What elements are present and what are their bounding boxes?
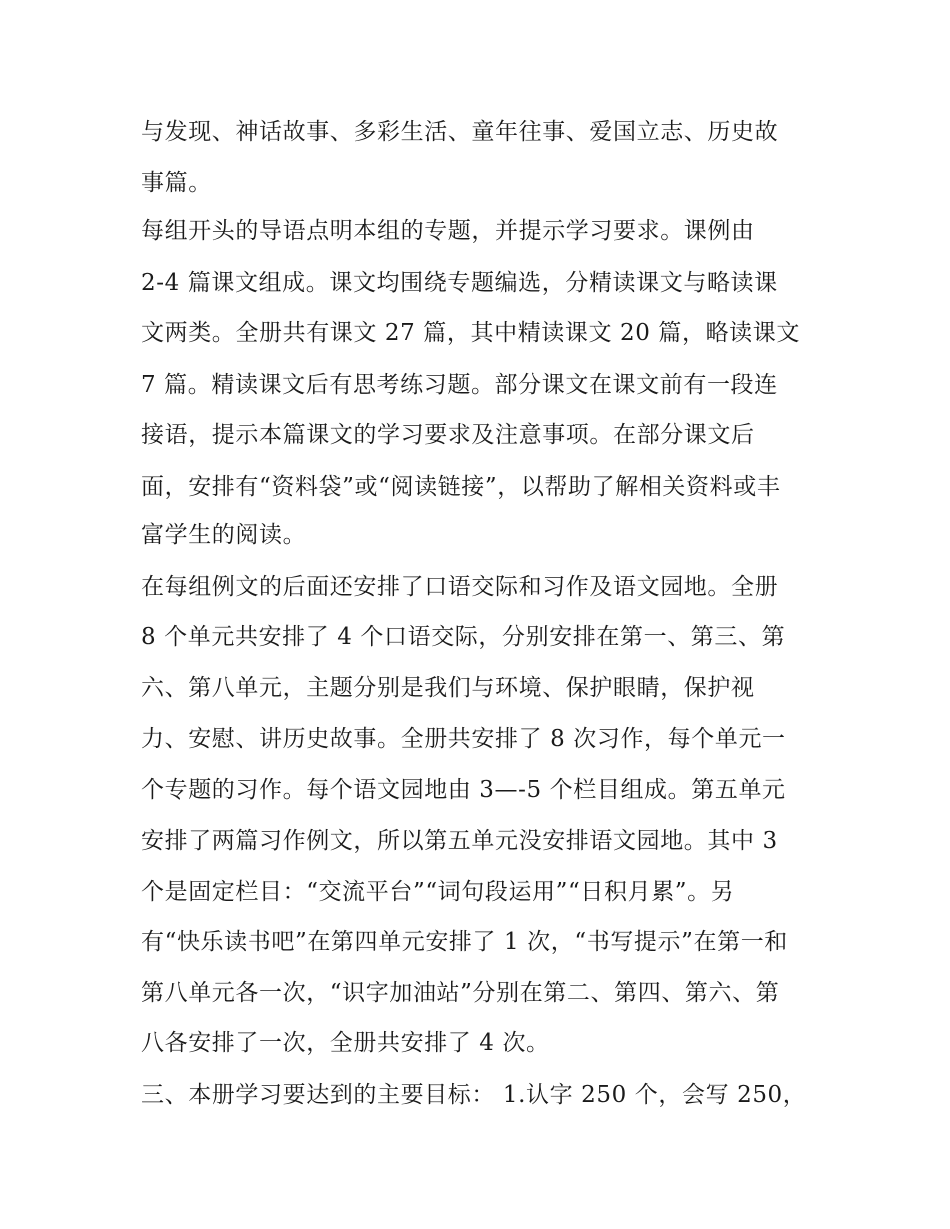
text-line: 与发现、神话故事、多彩生活、童年往事、爱国立志、历史故 (141, 119, 779, 145)
text-line: 安排了两篇习作例文，所以第五单元没安排语文园地。其中 3 (141, 828, 778, 854)
text-line: 文两类。全册共有课文 27 篇，其中精读课文 20 篇，略读课文 (141, 320, 800, 346)
text-line: 在每组例文的后面还安排了口语交际和习作及语文园地。全册 (141, 574, 779, 600)
text-line: 接语，提示本篇课文的学习要求及注意事项。在部分课文后 (141, 422, 755, 448)
text-line: 三、本册学习要达到的主要目标： 1.认字 250 个，会写 250， (141, 1082, 807, 1108)
text-line: 7 篇。精读课文后有思考练习题。部分课文在课文前有一段连 (141, 372, 778, 398)
text-line: 有“快乐读书吧”在第四单元安排了 1 次，“书写提示”在第一和 (141, 929, 788, 955)
text-line: 六、第八单元，主题分别是我们与环境、保护眼睛，保护视 (141, 675, 755, 701)
text-line: 富学生的阅读。 (141, 522, 307, 548)
text-line: 事篇。 (141, 170, 212, 196)
text-line: 八各安排了一次，全册共安排了 4 次。 (141, 1030, 550, 1056)
text-line: 个是固定栏目：“交流平台”“词句段运用”“日积月累”。另 (141, 879, 735, 905)
text-line: 每组开头的导语点明本组的专题，并提示学习要求。课例由 (141, 218, 755, 244)
text-line: 8 个单元共安排了 4 个口语交际，分别安排在第一、第三、第 (141, 624, 786, 650)
text-line: 第八单元各一次，“识字加油站”分别在第二、第四、第六、第 (141, 980, 780, 1006)
text-line: 力、安慰、讲历史故事。全册共安排了 8 次习作，每个单元一 (141, 726, 786, 752)
text-line: 面，安排有“资料袋”或“阅读链接”，以帮助了解相关资料或丰 (141, 474, 781, 500)
text-line: 2-4 篇课文组成。课文均围绕专题编选，分精读课文与略读课 (141, 270, 778, 296)
text-line: 个专题的习作。每个语文园地由 3—-5 个栏目组成。第五单元 (141, 777, 786, 803)
